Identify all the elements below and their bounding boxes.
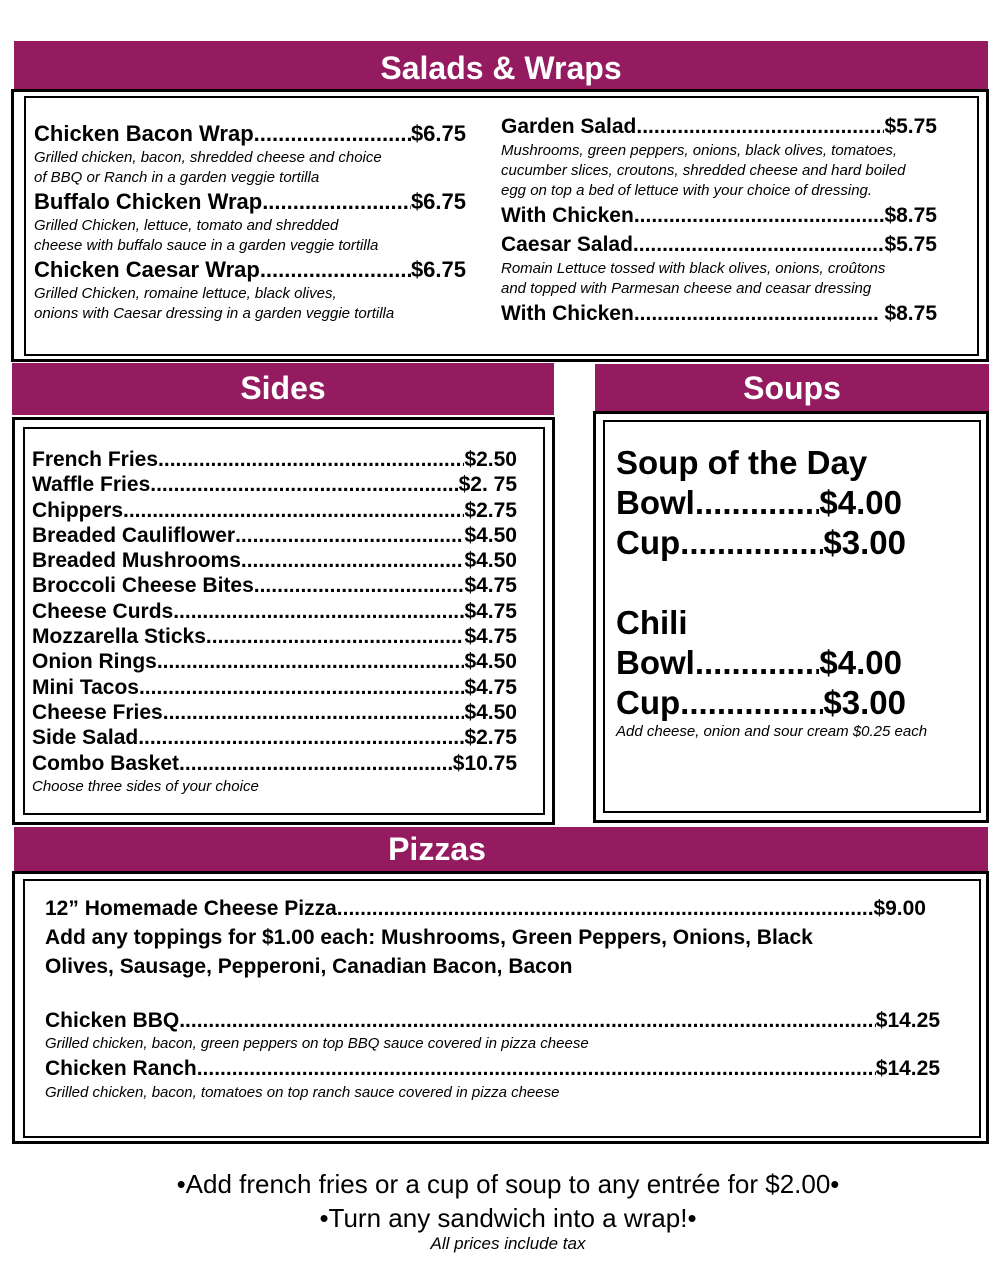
sides-note: Choose three sides of your choice [32, 777, 259, 795]
item-price: $8.75 [884, 204, 937, 227]
item-name: With Chicken [501, 302, 634, 325]
side-item [32, 751, 517, 776]
footer-line: •Turn any sandwich into a wrap!• [319, 1203, 697, 1233]
side-item [32, 472, 517, 497]
dot-leader [158, 447, 464, 472]
dot-leader [680, 523, 823, 563]
item-price: $2. 75 [458, 473, 517, 497]
footer-line: •Add french fries or a cup of soup to any entrée for $2.00• [176, 1169, 840, 1199]
item-name: With Chicken [501, 204, 634, 227]
dot-leader [254, 120, 411, 148]
dot-leader [262, 188, 411, 216]
item-price: $4.00 [819, 644, 902, 681]
menu-item [501, 113, 937, 141]
wraps-column [34, 120, 466, 324]
item-price: $4.75 [464, 599, 517, 623]
item-price: $3.00 [823, 524, 906, 561]
item-price: $6.75 [410, 121, 466, 146]
item-price: $4.50 [464, 700, 517, 724]
item-name: Waffle Fries [32, 473, 151, 497]
item-price: $5.75 [884, 115, 937, 138]
side-item [32, 649, 517, 674]
dot-leader [636, 113, 884, 141]
sides-banner [12, 363, 554, 415]
dot-leader [206, 624, 465, 649]
item-name: Chippers [32, 498, 124, 522]
sides-title: Sides [240, 370, 326, 406]
dot-leader [173, 599, 464, 624]
chili-heading: Chili [616, 604, 688, 641]
side-item [32, 447, 517, 472]
soup-heading: Soup of the Day [616, 444, 868, 481]
item-price: $10.75 [452, 751, 517, 775]
pizzas-list [45, 895, 945, 1101]
item-name: Chicken BBQ [45, 1009, 180, 1032]
dot-leader [139, 675, 464, 700]
item-price: $6.75 [410, 189, 466, 214]
dot-leader [254, 573, 465, 598]
item-price: $2.50 [464, 448, 517, 471]
pizza-item [45, 1007, 940, 1035]
side-item [32, 548, 517, 573]
dot-leader [241, 548, 465, 573]
item-name: Onion Rings [32, 650, 157, 674]
item-price: $14.25 [875, 1057, 940, 1080]
soups-note: Add cheese, onion and sour cream $0.25 each [616, 723, 928, 740]
footer [0, 1166, 1004, 1254]
pizza-item [45, 1053, 940, 1085]
item-description: Grilled Chicken, romaine lettuce, black olives, [34, 285, 337, 302]
item-description: cheese with buffalo sauce in a garden veggie tortilla [34, 237, 379, 254]
item-price: $3.00 [823, 684, 906, 721]
item-description: Romain Lettuce tossed with black olives, onions, croûtons [501, 260, 886, 277]
item-price: $9.00 [873, 897, 926, 920]
item-name: Breaded Mushrooms [32, 549, 241, 573]
item-name: 12” Homemade Cheese Pizza [45, 897, 337, 920]
dot-leader [123, 498, 464, 523]
item-name: Chicken Caesar Wrap [34, 257, 260, 282]
chili-bowl [616, 643, 902, 683]
dot-leader [197, 1053, 876, 1085]
item-description: onions with Caesar dressing in a garden veggie tortilla [34, 305, 395, 322]
sides-list [32, 447, 517, 798]
soups-banner [595, 364, 989, 411]
item-price: $14.25 [875, 1009, 940, 1032]
item-price: $4.75 [464, 625, 517, 649]
dot-leader [634, 299, 879, 329]
item-price: $8.75 [878, 302, 937, 325]
item-name: Mozzarella Sticks [32, 625, 206, 649]
menu-item [34, 256, 466, 284]
item-price: $4.75 [464, 675, 517, 699]
item-price: $6.75 [410, 257, 466, 282]
side-item [32, 700, 517, 725]
item-price: $4.50 [464, 650, 517, 674]
item-name: Caesar Salad [501, 233, 633, 256]
salads-column [501, 113, 937, 329]
dot-leader [157, 649, 465, 674]
dot-leader [695, 483, 820, 523]
salads-wraps-title: Salads & Wraps [380, 50, 622, 86]
item-price: $4.00 [819, 484, 902, 521]
side-item [32, 573, 517, 598]
item-price: $4.50 [464, 523, 517, 547]
item-price: $4.75 [464, 574, 517, 598]
item-description: Grilled chicken, bacon, green peppers on top BBQ sauce covered in pizza cheese [45, 1035, 589, 1052]
menu-item [34, 120, 466, 148]
item-name: Broccoli Cheese Bites [32, 574, 254, 598]
side-item [32, 523, 517, 548]
side-item [32, 725, 517, 750]
item-name: Bowl [616, 484, 695, 521]
soups-title: Soups [743, 370, 841, 406]
item-name: Garden Salad [501, 115, 637, 138]
soup-cup [616, 523, 906, 563]
item-name: Side Salad [32, 726, 139, 750]
soups-list [616, 443, 976, 741]
item-name: Combo Basket [32, 751, 180, 775]
dot-leader [138, 725, 464, 750]
dot-leader [163, 700, 465, 725]
item-description: Grilled Chicken, lettuce, tomato and shredded [34, 217, 339, 234]
item-description: Grilled chicken, bacon, tomatoes on top ranch sauce covered in pizza cheese [45, 1084, 560, 1101]
dot-leader [179, 751, 453, 776]
menu-item [501, 299, 937, 329]
item-name: Mini Tacos [32, 675, 139, 699]
item-description: Grilled chicken, bacon, shredded cheese and choice [34, 149, 382, 166]
item-name: Chicken Bacon Wrap [34, 121, 254, 146]
item-name: Breaded Cauliflower [32, 523, 236, 547]
dot-leader [337, 895, 874, 923]
dot-leader [634, 201, 885, 231]
item-name: Buffalo Chicken Wrap [34, 189, 263, 214]
side-item [32, 675, 517, 700]
pizza-item [45, 895, 926, 923]
side-item [32, 624, 517, 649]
toppings-text: Olives, Sausage, Pepperoni, Canadian Bacon, Bacon [45, 955, 573, 978]
footer-note: All prices include tax [430, 1234, 586, 1253]
pizzas-banner [14, 827, 988, 871]
item-description: egg on top a bed of lettuce with your choice of dressing. [501, 182, 873, 199]
dot-leader [150, 472, 458, 497]
dot-leader [179, 1007, 876, 1035]
side-item [32, 599, 517, 624]
dot-leader [235, 523, 464, 548]
item-price: $4.50 [464, 549, 517, 573]
item-price: $2.75 [464, 498, 517, 522]
item-description: Mushrooms, green peppers, onions, black olives, tomatoes, [501, 142, 898, 159]
item-price: $2.75 [464, 726, 517, 750]
menu-item [501, 231, 937, 259]
item-name: Cup [616, 524, 681, 561]
item-name: Cheese Fries [32, 700, 163, 724]
toppings-text: Add any toppings for $1.00 each: Mushrooms, Green Peppers, Onions, Black [45, 926, 813, 949]
side-item [32, 498, 517, 523]
salads-wraps-banner [14, 41, 988, 89]
item-description: of BBQ or Ranch in a garden veggie tortilla [34, 169, 320, 186]
item-description: and topped with Parmesan cheese and ceasar dressing [501, 280, 872, 297]
dot-leader [633, 231, 885, 259]
pizzas-title: Pizzas [388, 831, 486, 867]
item-name: Bowl [616, 644, 695, 681]
chili-cup [616, 683, 906, 723]
menu-item [34, 188, 466, 216]
item-description: cucumber slices, croutons, shredded cheese and hard boiled [501, 162, 906, 179]
dot-leader [695, 643, 820, 683]
item-name: Cup [616, 684, 681, 721]
item-price: $5.75 [884, 233, 937, 256]
dot-leader [680, 683, 823, 723]
item-name: Cheese Curds [32, 599, 174, 623]
soup-bowl [616, 483, 902, 523]
dot-leader [260, 256, 411, 284]
menu-item [501, 201, 937, 231]
item-name: Chicken Ranch [45, 1057, 197, 1080]
item-name: French Fries [32, 448, 159, 471]
